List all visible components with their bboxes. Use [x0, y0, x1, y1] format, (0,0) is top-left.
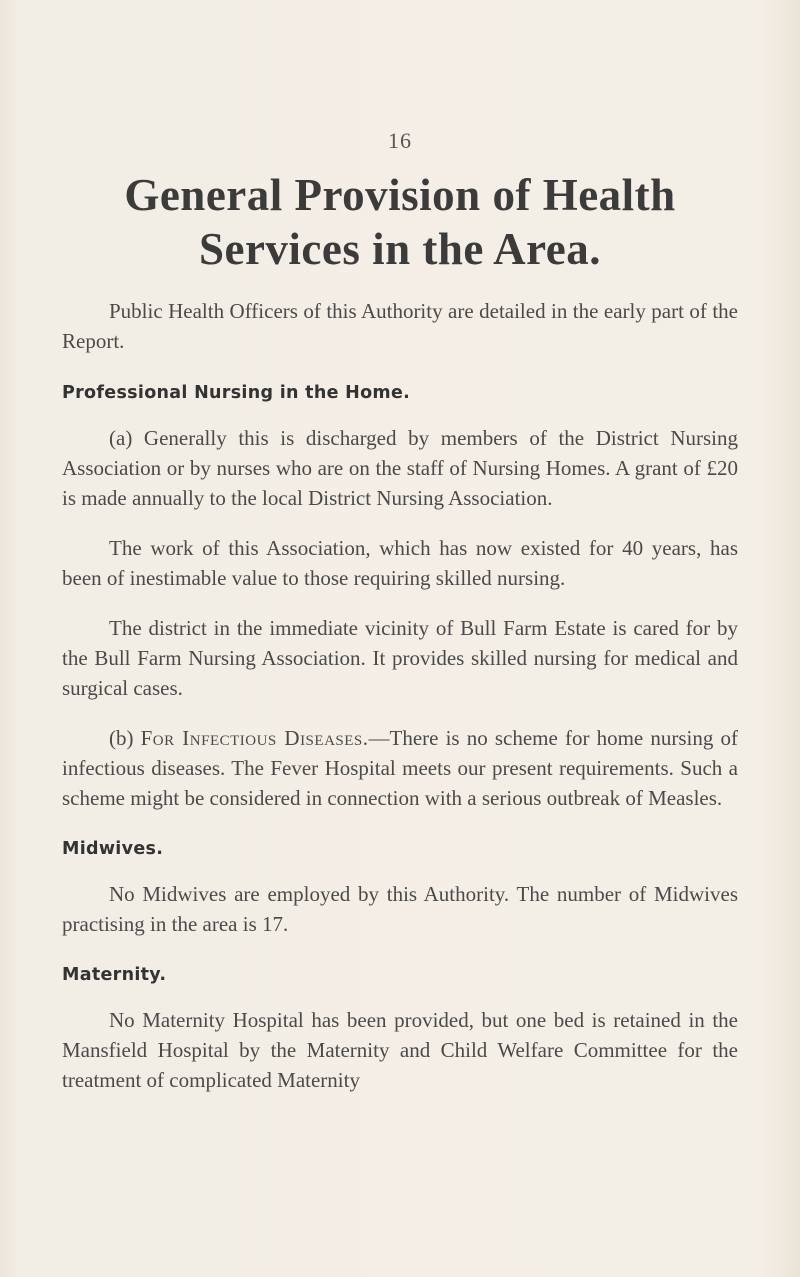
page-number: 16 — [388, 128, 412, 153]
intro-paragraph: Public Health Officers of this Authority are detailed in the early part of the Report. — [62, 299, 738, 353]
midwives-paragraph: No Midwives are employed by this Authority. The number of Midwives practising in the area is 17. — [62, 882, 738, 936]
page-title — [0, 168, 800, 276]
section-heading-maternity: Maternity. — [62, 965, 167, 985]
paragraph-b-label: (b) — [109, 726, 141, 750]
nursing-paragraph-a: (a) Generally this is discharged by members of the District Nursing Association or by nurses who are on the staff of Nursing Homes. A grant of £20 is made annually to the local District Nursing Association. — [62, 426, 738, 510]
section-heading-midwives: Midwives. — [62, 839, 164, 859]
title-line-1: General Provision of Health — [124, 170, 676, 220]
paragraph-b-small-caps: For Infectious Diseases. — [140, 726, 369, 750]
page-body — [62, 296, 738, 1095]
maternity-paragraph: No Maternity Hospital has been provided, but one bed is retained in the Mansfield Hospital by the Maternity and Child Welfare Committee for the treatment of complicated Maternity — [62, 1008, 738, 1092]
section-heading-nursing: Professional Nursing in the Home. — [62, 383, 411, 403]
nursing-paragraph-association: The work of this Association, which has now existed for 40 years, has been of inestimable value to those requiring skilled nursing. — [62, 536, 738, 590]
nursing-paragraph-b — [62, 723, 738, 813]
title-line-2: Services in the Area. — [198, 224, 602, 274]
nursing-paragraph-bull-farm: The district in the immediate vicinity of Bull Farm Estate is cared for by the Bull Farm Nursing Association. It provides skilled nursing for medical and surgical cases. — [62, 616, 738, 700]
paragraph-b-text: —There is no scheme for home nursing of infectious diseases. The Fever Hospital meets our present requirements. Such a scheme might be considered in connection with a serious outbreak of Measles. — [62, 726, 738, 810]
